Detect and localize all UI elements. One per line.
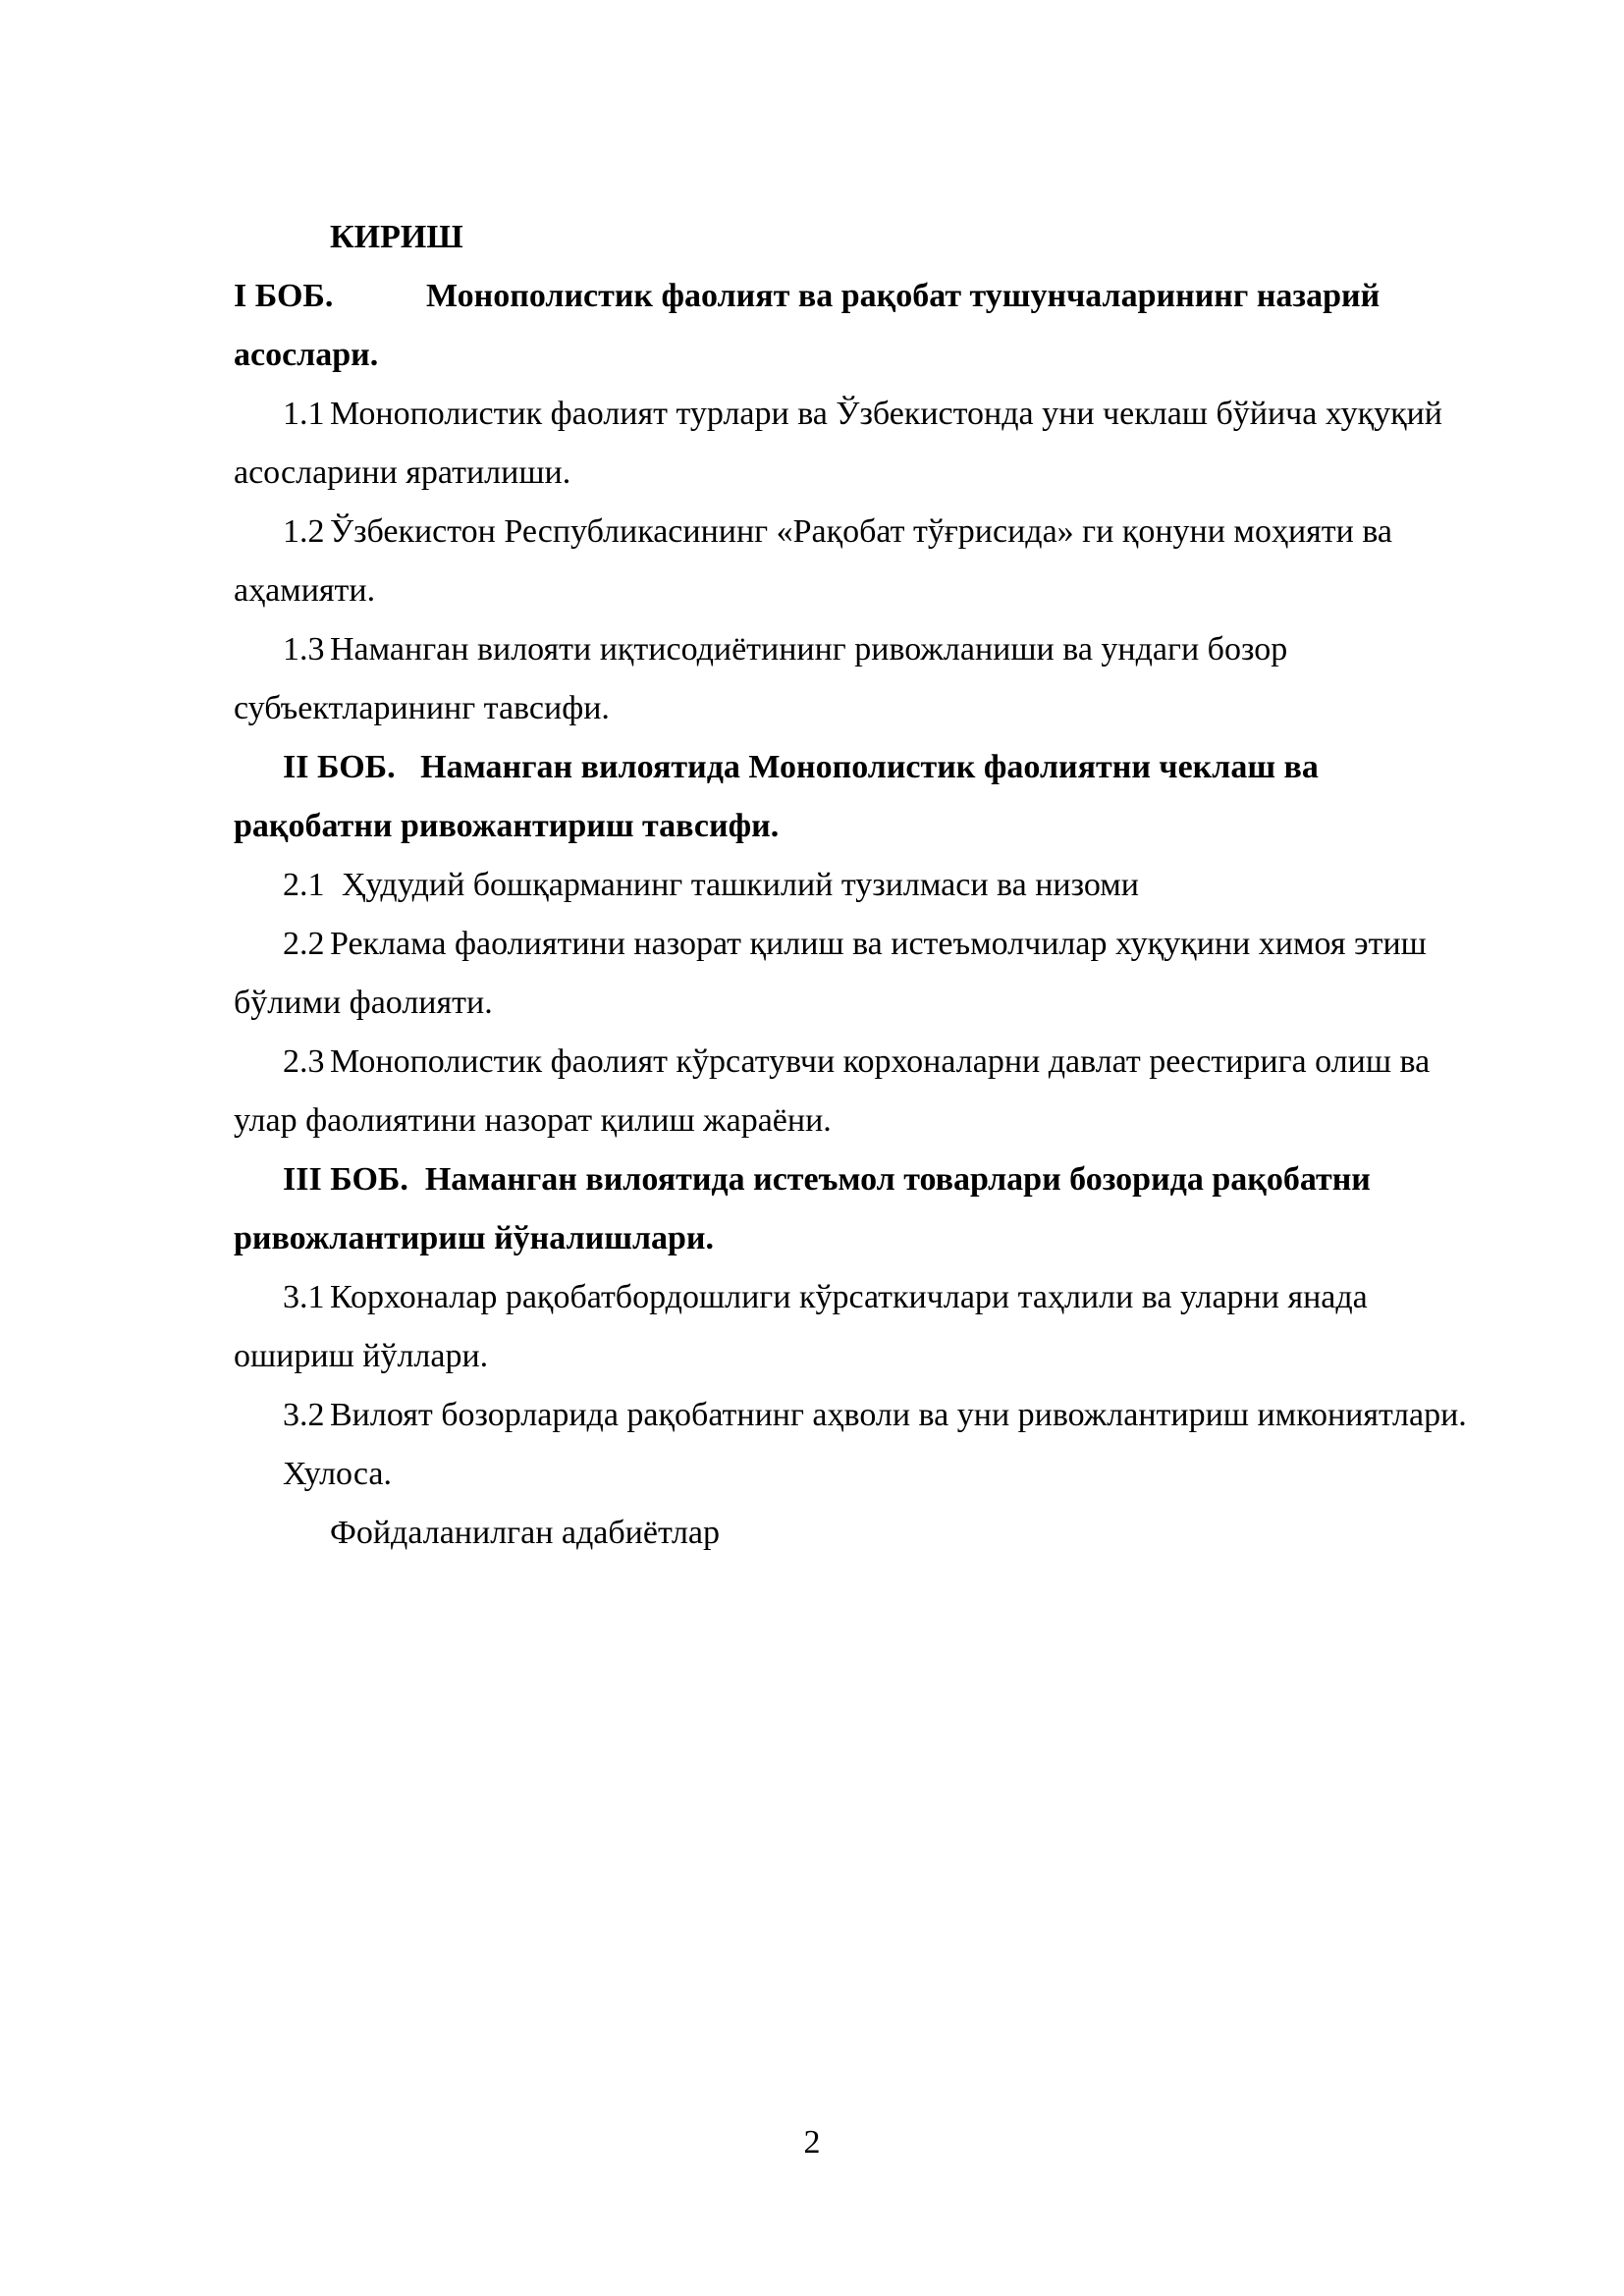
- toc-section-1-3: [234, 620, 1510, 679]
- toc-section-1-1-cont: асосларини яратилиши.: [234, 454, 571, 491]
- toc-chapter-3-cont: ривожлантириш йўналишлари.: [234, 1220, 715, 1256]
- toc-section-2-3-cont: улар фаолиятини назорат қилиш жараёни.: [234, 1102, 832, 1139]
- toc-chapter-2-cont: рақобатни ривожантириш тавсифи.: [234, 808, 780, 844]
- toc-chapter-1-cont: асослари.: [234, 337, 379, 373]
- section-number: 2.2: [283, 926, 325, 962]
- page-number: 2: [803, 2124, 821, 2161]
- section-title: Ҳудудий бошқарманинг ташкилий тузилмаси ва низоми: [342, 867, 1139, 903]
- section-title: Наманган вилояти иқтисодиётининг ривожланиши ва ундаги бозор: [330, 631, 1288, 667]
- toc-intro: КИРИШ: [330, 219, 463, 255]
- toc-section-3-2: [234, 1386, 1510, 1445]
- section-number: 1.3: [283, 631, 325, 667]
- toc-section-1-2: [234, 503, 1510, 561]
- section-number: 3.2: [283, 1397, 325, 1433]
- section-title: Монополистик фаолият турлари ва Ўзбекистонда уни чеклаш бўйича хуқуқий: [330, 396, 1442, 432]
- toc-conclusion: Хулоса.: [283, 1456, 392, 1492]
- section-number: 1.2: [283, 513, 325, 550]
- section-number: 3.1: [283, 1279, 325, 1315]
- toc-section-1-2-cont: аҳамияти.: [234, 572, 376, 609]
- section-number: 1.1: [283, 396, 325, 432]
- toc-chapter-2: II БОБ. Наманган вилоятида Монополистик фаолиятни чеклаш ва: [283, 749, 1319, 785]
- toc-section-1-3-cont: субъектларининг тавсифи.: [234, 690, 610, 726]
- toc-section-2-3: [234, 1033, 1510, 1092]
- section-number: 2.1: [283, 867, 325, 903]
- section-title: Реклама фаолиятини назорат қилиш ва истеъмолчилар хуқуқини химоя этиш: [330, 926, 1427, 962]
- toc-section-3-1-cont: ошириш йўллари.: [234, 1338, 489, 1374]
- table-of-contents: [234, 208, 1510, 1563]
- toc-section-2-2-cont: бўлими фаолияти.: [234, 985, 493, 1021]
- toc-section-2-2: [234, 915, 1510, 974]
- section-title: Монополистик фаолият кўрсатувчи корхоналарни давлат реестирига олиш ва: [330, 1043, 1431, 1080]
- toc-chapter-3: III БОБ. Наманган вилоятида истеъмол товарлари бозорида рақобатни: [283, 1161, 1371, 1198]
- toc-section-2-1: [234, 856, 1510, 915]
- toc-section-1-1: [234, 385, 1510, 444]
- section-title: Корхоналар рақобатбордошлиги кўрсаткичлари таҳлили ва уларни янада: [330, 1279, 1368, 1315]
- chapter-title: Монополистик фаолият ва рақобат тушунчаларининг назарий: [426, 278, 1380, 314]
- section-title: Ўзбекистон Республикасининг «Рақобат тўғрисида» ги қонуни моҳияти ва: [330, 513, 1393, 550]
- toc-references: Фойдаланилган адабиётлар: [330, 1515, 721, 1551]
- section-title: Вилоят бозорларида рақобатнинг аҳволи ва уни ривожлантириш имкониятлари.: [330, 1397, 1467, 1433]
- toc-section-3-1: [234, 1268, 1510, 1327]
- section-number: 2.3: [283, 1043, 325, 1080]
- toc-chapter-1: [234, 267, 1510, 326]
- chapter-number: I БОБ.: [234, 278, 334, 314]
